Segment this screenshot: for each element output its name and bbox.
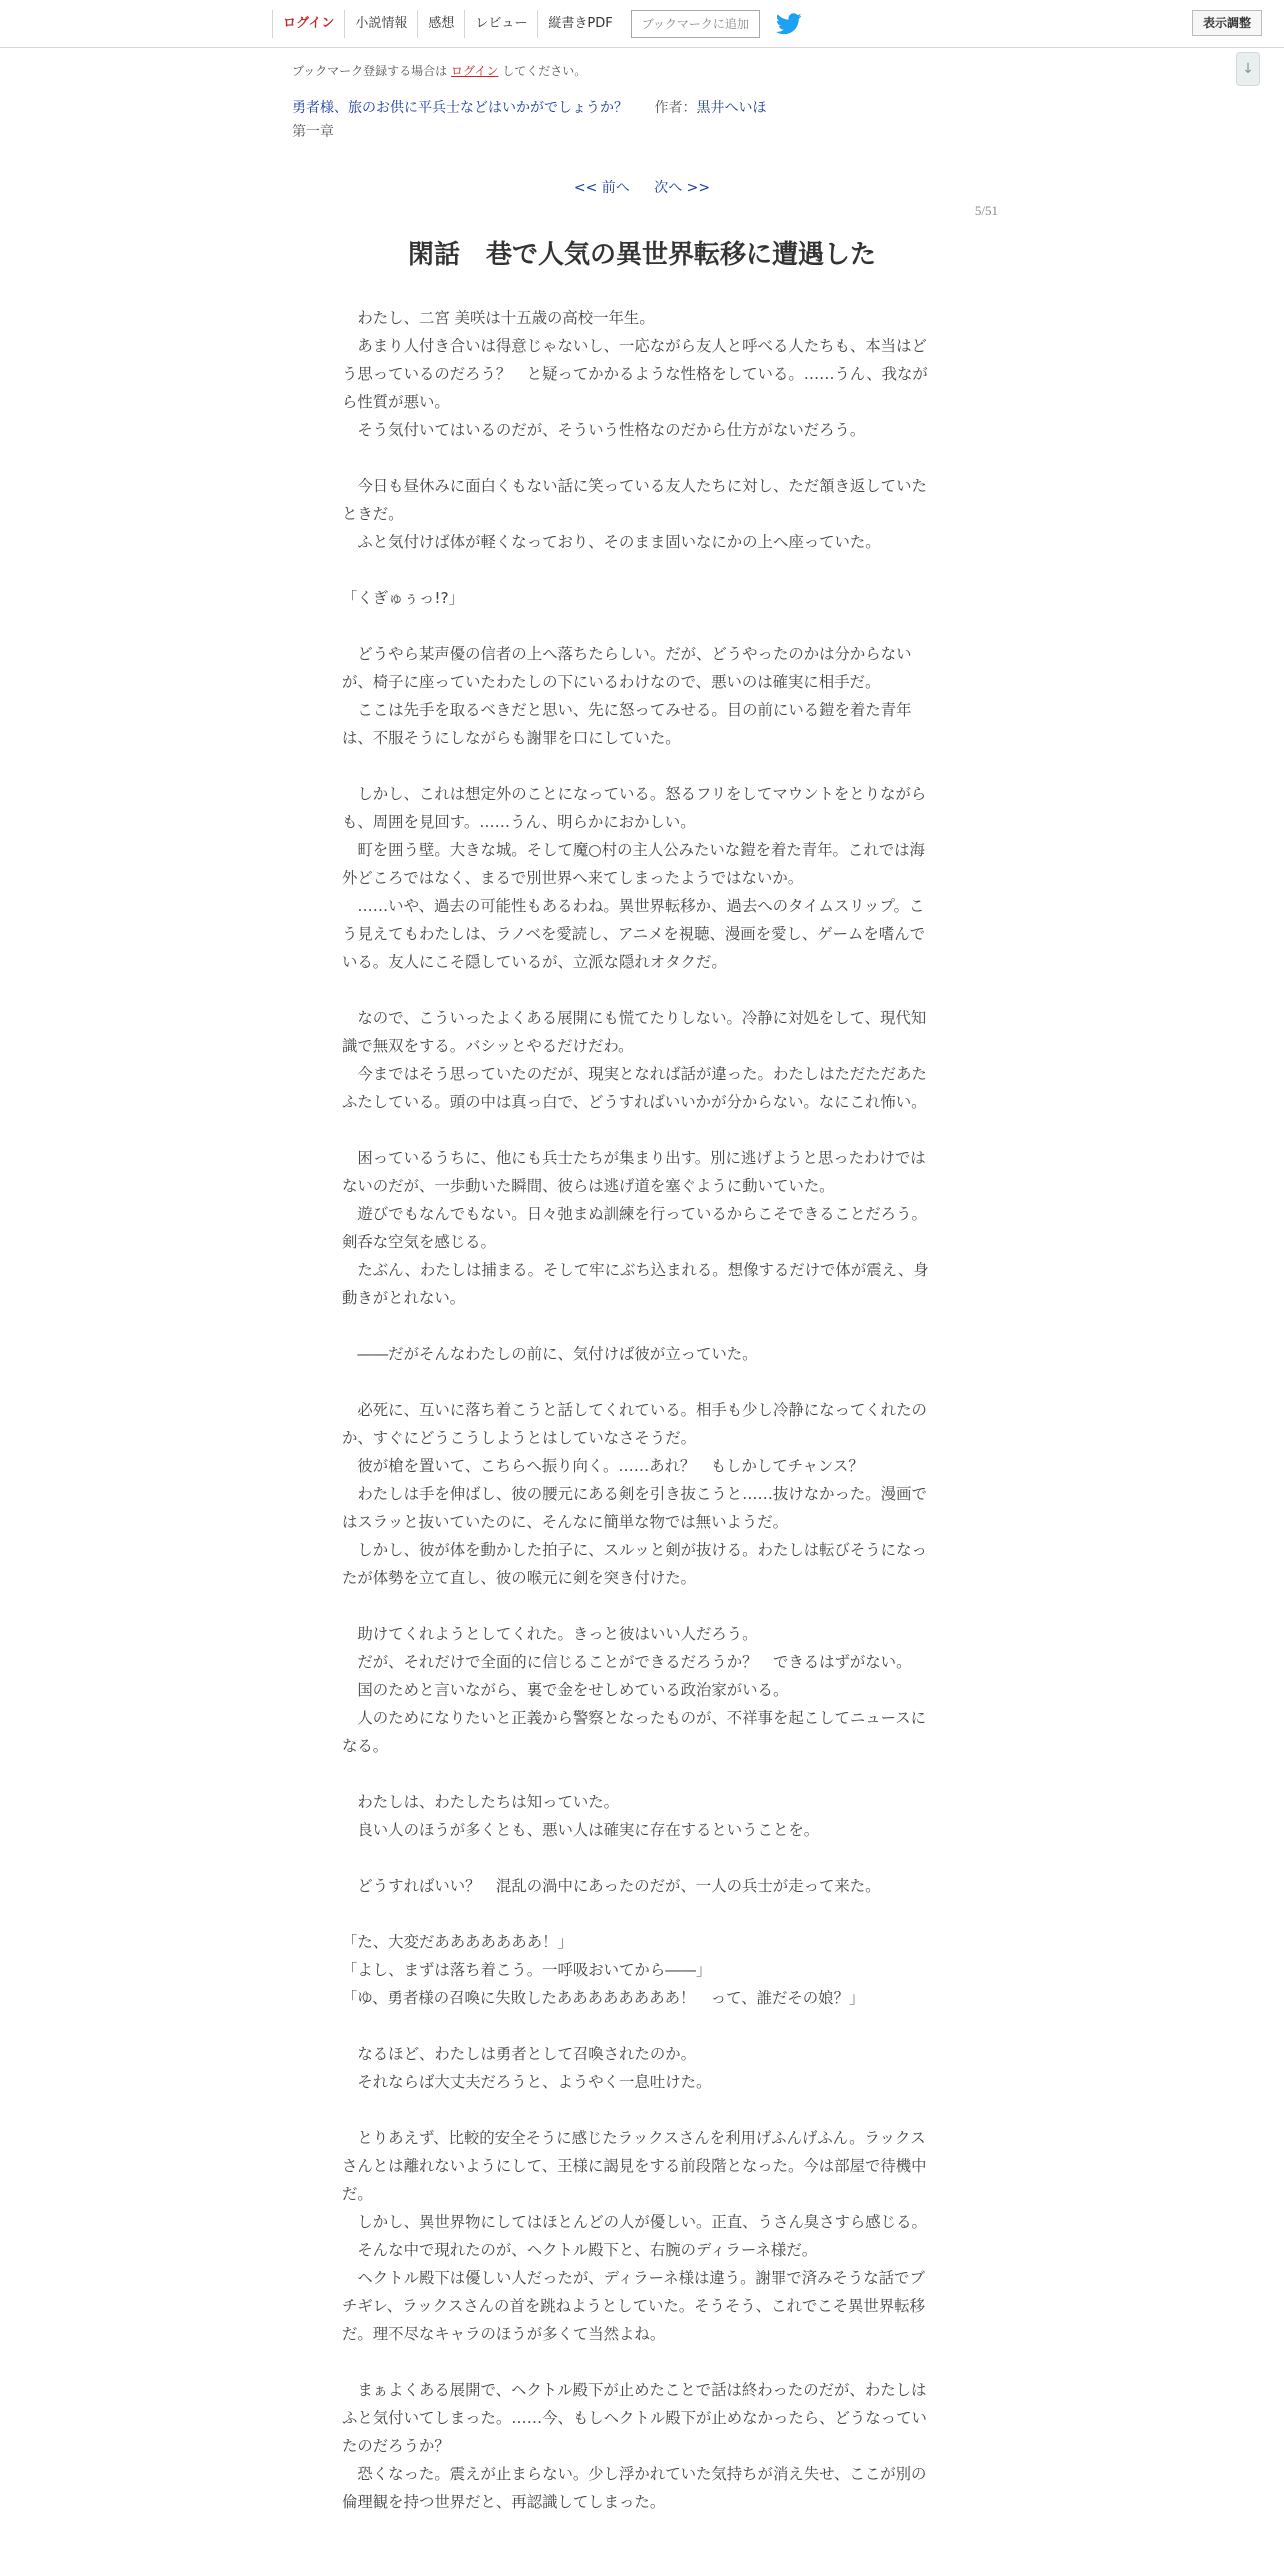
- notice-login-link[interactable]: ログイン: [451, 64, 499, 78]
- blank-line: [342, 2096, 936, 2124]
- body-paragraph: それならば大丈夫だろうと、ようやく一息吐けた。: [342, 2073, 712, 2091]
- body-paragraph: ふと気付けば体が軽くなっており、そのまま固いなにかの上へ座っていた。: [342, 533, 881, 551]
- body-paragraph: どうやら某声優の信者の上へ落ちたらしい。だが、どうやったのかは分からないが、椅子に座っていたわたしの下にいるわけなので、悪いのは確実に相手だ。: [342, 645, 912, 691]
- body-paragraph: あまり人付き合いは得意じゃないし、一応ながら友人と呼べる人たちも、本当はどう思っているのだろう？ と疑ってかかるような性格をしている。……うん、我ながら性質が悪い。: [342, 337, 928, 411]
- episode-number: 5/51: [974, 203, 998, 218]
- body-paragraph: 「た、大変だあああああああ！」: [342, 1933, 573, 1951]
- body-paragraph: だが、それだけで全面的に信じることができるだろうか？ できるはずがない。: [342, 1653, 912, 1671]
- body-paragraph: まぁよくある展開で、ヘクトル殿下が止めたことで話は終わったのだが、わたしはふと気付いてしまった。……今、もしヘクトル殿下が止めなかったら、どうなっていたのだろうか？: [342, 2381, 927, 2455]
- body-paragraph: ここは先手を取るべきだと思い、先に怒ってみせる。目の前にいる鎧を着た青年は、不服そうにしながらも謝罪を口にしていた。: [342, 701, 912, 747]
- blank-line: [342, 1312, 936, 1340]
- novel-header: [292, 97, 766, 117]
- body-paragraph: わたし、二宮 美咲は十五歳の高校一年生。: [342, 309, 655, 327]
- body-paragraph: 「よし、まずは落ち着こう。一呼吸おいてから――」: [342, 1961, 712, 1979]
- nav-novel-info-link[interactable]: 小説情報: [344, 10, 417, 38]
- novel-title-link[interactable]: 勇者様、旅のお供に平兵士などはいかがでしょうか？: [292, 100, 628, 116]
- scroll-down-button[interactable]: ↓: [1236, 52, 1260, 86]
- body-paragraph: 彼が槍を置いて、こちらへ振り向く。……あれ？ もしかしてチャンス？: [342, 1457, 864, 1475]
- body-paragraph: 今日も昼休みに面白くもない話に笑っている友人たちに対し、ただ頷き返していたときだ。: [342, 477, 927, 523]
- nav-review-link[interactable]: レビュー: [464, 10, 537, 38]
- body-paragraph: しかし、彼が体を動かした拍子に、スルッと剣が抜ける。わたしは転びそうになったが体勢を立て直し、彼の喉元に剣を突き付けた。: [342, 1541, 927, 1587]
- body-paragraph: 遊びでもなんでもない。日々弛まぬ訓練を行っているからこそできることだろう。剣呑な空気を感じる。: [342, 1205, 927, 1251]
- nav-login-link[interactable]: ログイン: [272, 10, 344, 38]
- body-paragraph: 「ゆ、勇者様の召喚に失敗したああああああああ！ って、誰だその娘？」: [342, 1989, 865, 2007]
- body-paragraph: しかし、これは想定外のことになっている。怒るフリをしてマウントをとりながらも、周囲を見回す。……うん、明らかにおかしい。: [342, 785, 927, 831]
- body-paragraph: ……いや、過去の可能性もあるわね。異世界転移か、過去へのタイムスリップ。こう見えてもわたしは、ラノベを愛読し、アニメを視聴、漫画を愛し、ゲームを嗜んでいる。友人にこそ隠しているが、立派な隠れオタクだ。: [342, 897, 925, 971]
- bookmark-login-notice: [292, 62, 586, 79]
- prev-page-link[interactable]: << 前へ: [573, 180, 630, 196]
- blank-line: [342, 752, 936, 780]
- body-paragraph: 「くぎゅぅっ!?」: [342, 589, 465, 607]
- blank-line: [342, 1844, 936, 1872]
- nav-impressions-link[interactable]: 感想: [417, 10, 464, 38]
- body-paragraph: たぶん、わたしは捕まる。そして牢にぶち込まれる。想像するだけで体が震え、身動きがとれない。: [342, 1261, 929, 1307]
- body-paragraph: ――だがそんなわたしの前に、気付けば彼が立っていた。: [342, 1345, 758, 1363]
- body-paragraph: 国のためと言いながら、裏で金をせしめている政治家がいる。: [342, 1681, 789, 1699]
- body-paragraph: なので、こういったよくある展開にも慌てたりしない。冷静に対処をして、現代知識で無双をする。バシッとやるだけだわ。: [342, 1009, 927, 1055]
- add-bookmark-button[interactable]: ブックマークに追加: [631, 10, 760, 38]
- blank-line: [342, 612, 936, 640]
- body-paragraph: わたしは手を伸ばし、彼の腰元にある剣を引き抜こうと……抜けなかった。漫画ではスラッと抜いていたのに、そんなに簡単な物では無いようだ。: [342, 1485, 927, 1531]
- twitter-icon[interactable]: [776, 13, 802, 35]
- blank-line: [342, 1368, 936, 1396]
- nav-vertical-pdf-link[interactable]: 縦書きPDF: [537, 10, 622, 38]
- body-paragraph: 人のためになりたいと正義から警察となったものが、不祥事を起こしてニュースになる。: [342, 1709, 927, 1755]
- author-link[interactable]: 黒井へいほ: [696, 100, 767, 116]
- body-paragraph: ヘクトル殿下は優しい人だったが、ディラーネ様は違う。謝罪で済みそうな話でブチギレ、ラックスさんの首を跳ねようとしていた。そうそう、これでこそ異世界転移だ。理不尽なキャラのほうが多くて当然よね。: [342, 2269, 925, 2343]
- top-navigation-bar: [0, 0, 1284, 48]
- body-paragraph: 今まではそう思っていたのだが、現実となれば話が違った。わたしはただただあたふたしている。頭の中は真っ白で、どうすればいいかが分からない。なにこれ怖い。: [342, 1065, 927, 1111]
- body-paragraph: 町を囲う壁。大きな城。そして魔○村の主人公みたいな鎧を着た青年。これでは海外どころではなく、まるで別世界へ来てしまったようではないか。: [342, 841, 925, 887]
- author-label: 作者：: [654, 100, 697, 116]
- body-paragraph: そう気付いてはいるのだが、そういう性格なのだから仕方がないだろう。: [342, 421, 866, 439]
- body-paragraph: とりあえず、比較的安全そうに感じたラックスさんを利用げふんげふん。ラックスさんとは離れないようにして、王様に謁見をする前段階となった。今は部屋で待機中だ。: [342, 2129, 927, 2203]
- notice-suffix: してください。: [502, 64, 587, 78]
- blank-line: [342, 1592, 936, 1620]
- nav-menu: [272, 10, 802, 38]
- body-paragraph: 困っているうちに、他にも兵士たちが集まり出す。別に逃げようと思ったわけではないのだが、一歩動いた瞬間、彼らは逃げ道を塞ぐように動いていた。: [342, 1149, 926, 1195]
- body-paragraph: なるほど、わたしは勇者として召喚されたのか。: [342, 2045, 696, 2063]
- body-paragraph: 助けてくれようとしてくれた。きっと彼はいい人だろう。: [342, 1625, 758, 1643]
- body-paragraph: 恐くなった。震えが止まらない。少し浮かれていた気持ちが消え失せ、ここが別の倫理観を持つ世界だと、再認識してしまった。: [342, 2465, 927, 2511]
- body-paragraph: 良い人のほうが多くとも、悪い人は確実に存在するということを。: [342, 1821, 820, 1839]
- notice-prefix: ブックマーク登録する場合は: [292, 64, 448, 78]
- blank-line: [342, 976, 936, 1004]
- body-paragraph: 必死に、互いに落ち着こうと話してくれている。相手も少し冷静になってくれたのか、すぐにどうこうしようとはしていなさそうだ。: [342, 1401, 927, 1447]
- blank-line: [342, 2348, 936, 2376]
- blank-line: [342, 556, 936, 584]
- chapter-title: 第一章: [292, 124, 334, 140]
- blank-line: [342, 1116, 936, 1144]
- blank-line: [342, 1900, 936, 1928]
- body-paragraph: しかし、異世界物にしてはほとんどの人が優しい。正直、うさん臭さすら感じる。: [342, 2213, 927, 2231]
- body-paragraph: わたしは、わたしたちは知っていた。: [342, 1793, 620, 1811]
- blank-line: [342, 1760, 936, 1788]
- body-paragraph: どうすればいい？ 混乱の渦中にあったのだが、一人の兵士が走って来た。: [342, 1877, 881, 1895]
- novel-body-text: [342, 304, 936, 2516]
- next-page-link[interactable]: 次へ >>: [654, 180, 711, 196]
- episode-title: 閑話 巷で人気の異世界転移に遭遇した: [407, 240, 876, 270]
- display-settings-button[interactable]: 表示調整: [1192, 10, 1262, 36]
- blank-line: [342, 2012, 936, 2040]
- body-paragraph: そんな中で現れたのが、ヘクトル殿下と、右腕のディラーネ様だ。: [342, 2241, 818, 2259]
- blank-line: [342, 444, 936, 472]
- page-navigation: [0, 177, 1284, 197]
